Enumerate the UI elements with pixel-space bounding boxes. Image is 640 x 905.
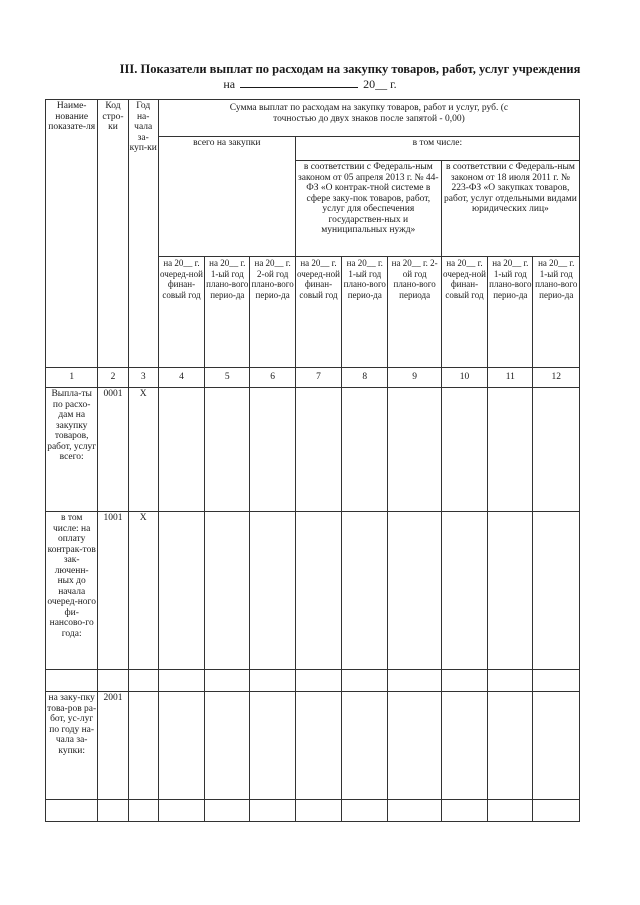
value-cell-col-4[interactable] <box>158 800 204 822</box>
table-row <box>46 800 580 822</box>
value-cell-col-12[interactable] <box>533 670 580 692</box>
row-code <box>98 800 128 822</box>
value-cell-col-6[interactable] <box>250 670 295 692</box>
value-cell-col-11[interactable] <box>488 800 533 822</box>
value-cell-col-7[interactable] <box>295 692 341 800</box>
payments-table <box>45 99 580 822</box>
table-row <box>46 512 580 670</box>
value-cell-col-5[interactable] <box>205 512 250 670</box>
value-cell-col-5[interactable] <box>205 388 250 512</box>
date-suffix: 20__ г. <box>363 77 397 91</box>
value-cell-col-4[interactable] <box>158 388 204 512</box>
value-cell-col-7[interactable] <box>295 670 341 692</box>
value-cell-col-10[interactable] <box>441 692 487 800</box>
value-cell-col-7[interactable] <box>295 512 341 670</box>
date-prefix: на <box>223 77 236 91</box>
header-payments-sum: Сумма выплат по расходам на закупку товаров, работ и услуг, руб. (с точностью до двух знаков после запятой - 0,00) <box>158 100 579 137</box>
row-indicator-name <box>46 800 98 822</box>
header-including: в том числе: <box>295 137 579 161</box>
value-cell-col-4[interactable] <box>158 512 204 670</box>
value-cell-col-9[interactable] <box>388 670 441 692</box>
table-row <box>46 692 580 800</box>
value-cell-col-9[interactable] <box>388 512 441 670</box>
value-cell-col-4[interactable] <box>158 692 204 800</box>
header-indicator-name: Наиме-нование показате-ля <box>46 100 98 368</box>
row-indicator-name: в том числе: на оплату контрак-тов зак-люченн-ных до начала очеред-ного фи-нансово-го года: <box>46 512 98 670</box>
column-number-10: 10 <box>441 368 487 388</box>
value-cell-col-6[interactable] <box>250 512 295 670</box>
header-total-purchases: всего на закупки <box>158 137 295 257</box>
value-cell-col-8[interactable] <box>342 692 388 800</box>
column-number-9: 9 <box>388 368 441 388</box>
column-number-8: 8 <box>342 368 388 388</box>
value-cell-col-10[interactable] <box>441 388 487 512</box>
value-cell-col-10[interactable] <box>441 512 487 670</box>
row-code: 0001 <box>98 388 128 512</box>
row-code <box>98 670 128 692</box>
column-number-5: 5 <box>205 368 250 388</box>
value-cell-col-12[interactable] <box>533 512 580 670</box>
value-cell-col-11[interactable] <box>488 388 533 512</box>
header-period-col-6: на 20__ г. 2-ой год плано-вого перио-да <box>250 257 295 368</box>
row-indicator-name: на заку-пку това-ров ра-бот, ус-луг по году на-чала за-купки: <box>46 692 98 800</box>
value-cell-col-8[interactable] <box>342 388 388 512</box>
row-start-year <box>128 800 158 822</box>
header-period-col-8: на 20__ г. 1-ый год плано-вого перио-да <box>342 257 388 368</box>
header-law-44fz: в соответствии с Федераль-ным законом от 05 апреля 2013 г. № 44-ФЗ «О контрак-тной системе в сфере заку-пок товаров, работ, услуг для обеспечения государствен-ных и муниципальных нужд» <box>295 161 441 257</box>
value-cell-col-12[interactable] <box>533 692 580 800</box>
value-cell-col-11[interactable] <box>488 670 533 692</box>
header-period-col-10: на 20__ г. очеред-ной финан-совый год <box>441 257 487 368</box>
value-cell-col-6[interactable] <box>250 692 295 800</box>
table-row <box>46 388 580 512</box>
value-cell-col-9[interactable] <box>388 692 441 800</box>
header-purchase-start-year: Год на-чала за-куп-ки <box>128 100 158 368</box>
row-indicator-name <box>46 670 98 692</box>
column-number-4: 4 <box>158 368 204 388</box>
value-cell-col-9[interactable] <box>388 388 441 512</box>
value-cell-col-6[interactable] <box>250 388 295 512</box>
value-cell-col-7[interactable] <box>295 388 341 512</box>
header-period-col-9: на 20__ г. 2-ой год плано-вого периода <box>388 257 441 368</box>
value-cell-col-5[interactable] <box>205 692 250 800</box>
header-period-col-5: на 20__ г. 1-ый год плано-вого перио-да <box>205 257 250 368</box>
row-start-year <box>128 670 158 692</box>
column-number-3: 3 <box>128 368 158 388</box>
value-cell-col-5[interactable] <box>205 670 250 692</box>
column-number-7: 7 <box>295 368 341 388</box>
row-code: 1001 <box>98 512 128 670</box>
row-start-year <box>128 692 158 800</box>
row-indicator-name: Выпла-ты по расхо-дам на закупку товаров, работ, услуг всего: <box>46 388 98 512</box>
header-period-col-7: на 20__ г. очеред-ной финан-совый год <box>295 257 341 368</box>
column-number-6: 6 <box>250 368 295 388</box>
header-row-code: Код стро-ки <box>98 100 128 368</box>
row-start-year: X <box>128 512 158 670</box>
row-start-year: X <box>128 388 158 512</box>
column-number-2: 2 <box>98 368 128 388</box>
value-cell-col-4[interactable] <box>158 670 204 692</box>
value-cell-col-5[interactable] <box>205 800 250 822</box>
report-date-line <box>40 77 580 91</box>
value-cell-col-8[interactable] <box>342 670 388 692</box>
table-row <box>46 670 580 692</box>
value-cell-col-7[interactable] <box>295 800 341 822</box>
header-law-223fz: в соответствии с Федераль-ным законом от 18 июля 2011 г. № 223-ФЗ «О закупках товаров, работ, услуг отдельными видами юридических лиц» <box>441 161 579 257</box>
value-cell-col-6[interactable] <box>250 800 295 822</box>
value-cell-col-9[interactable] <box>388 800 441 822</box>
row-code: 2001 <box>98 692 128 800</box>
value-cell-col-10[interactable] <box>441 670 487 692</box>
header-period-col-11: на 20__ г. 1-ый год плано-вого перио-да <box>488 257 533 368</box>
value-cell-col-8[interactable] <box>342 512 388 670</box>
header-period-col-12: на 20__ г. 1-ый год плано-вого перио-да <box>533 257 580 368</box>
column-number-12: 12 <box>533 368 580 388</box>
value-cell-col-10[interactable] <box>441 800 487 822</box>
value-cell-col-11[interactable] <box>488 692 533 800</box>
value-cell-col-8[interactable] <box>342 800 388 822</box>
value-cell-col-11[interactable] <box>488 512 533 670</box>
value-cell-col-12[interactable] <box>533 388 580 512</box>
column-number-11: 11 <box>488 368 533 388</box>
header-period-col-4: на 20__ г. очеред-ной финан-совый год <box>158 257 204 368</box>
value-cell-col-12[interactable] <box>533 800 580 822</box>
column-number-1: 1 <box>46 368 98 388</box>
section-title: III. Показатели выплат по расходам на закупку товаров, работ, услуг учреждения <box>119 62 581 76</box>
date-blank-field <box>240 77 358 88</box>
